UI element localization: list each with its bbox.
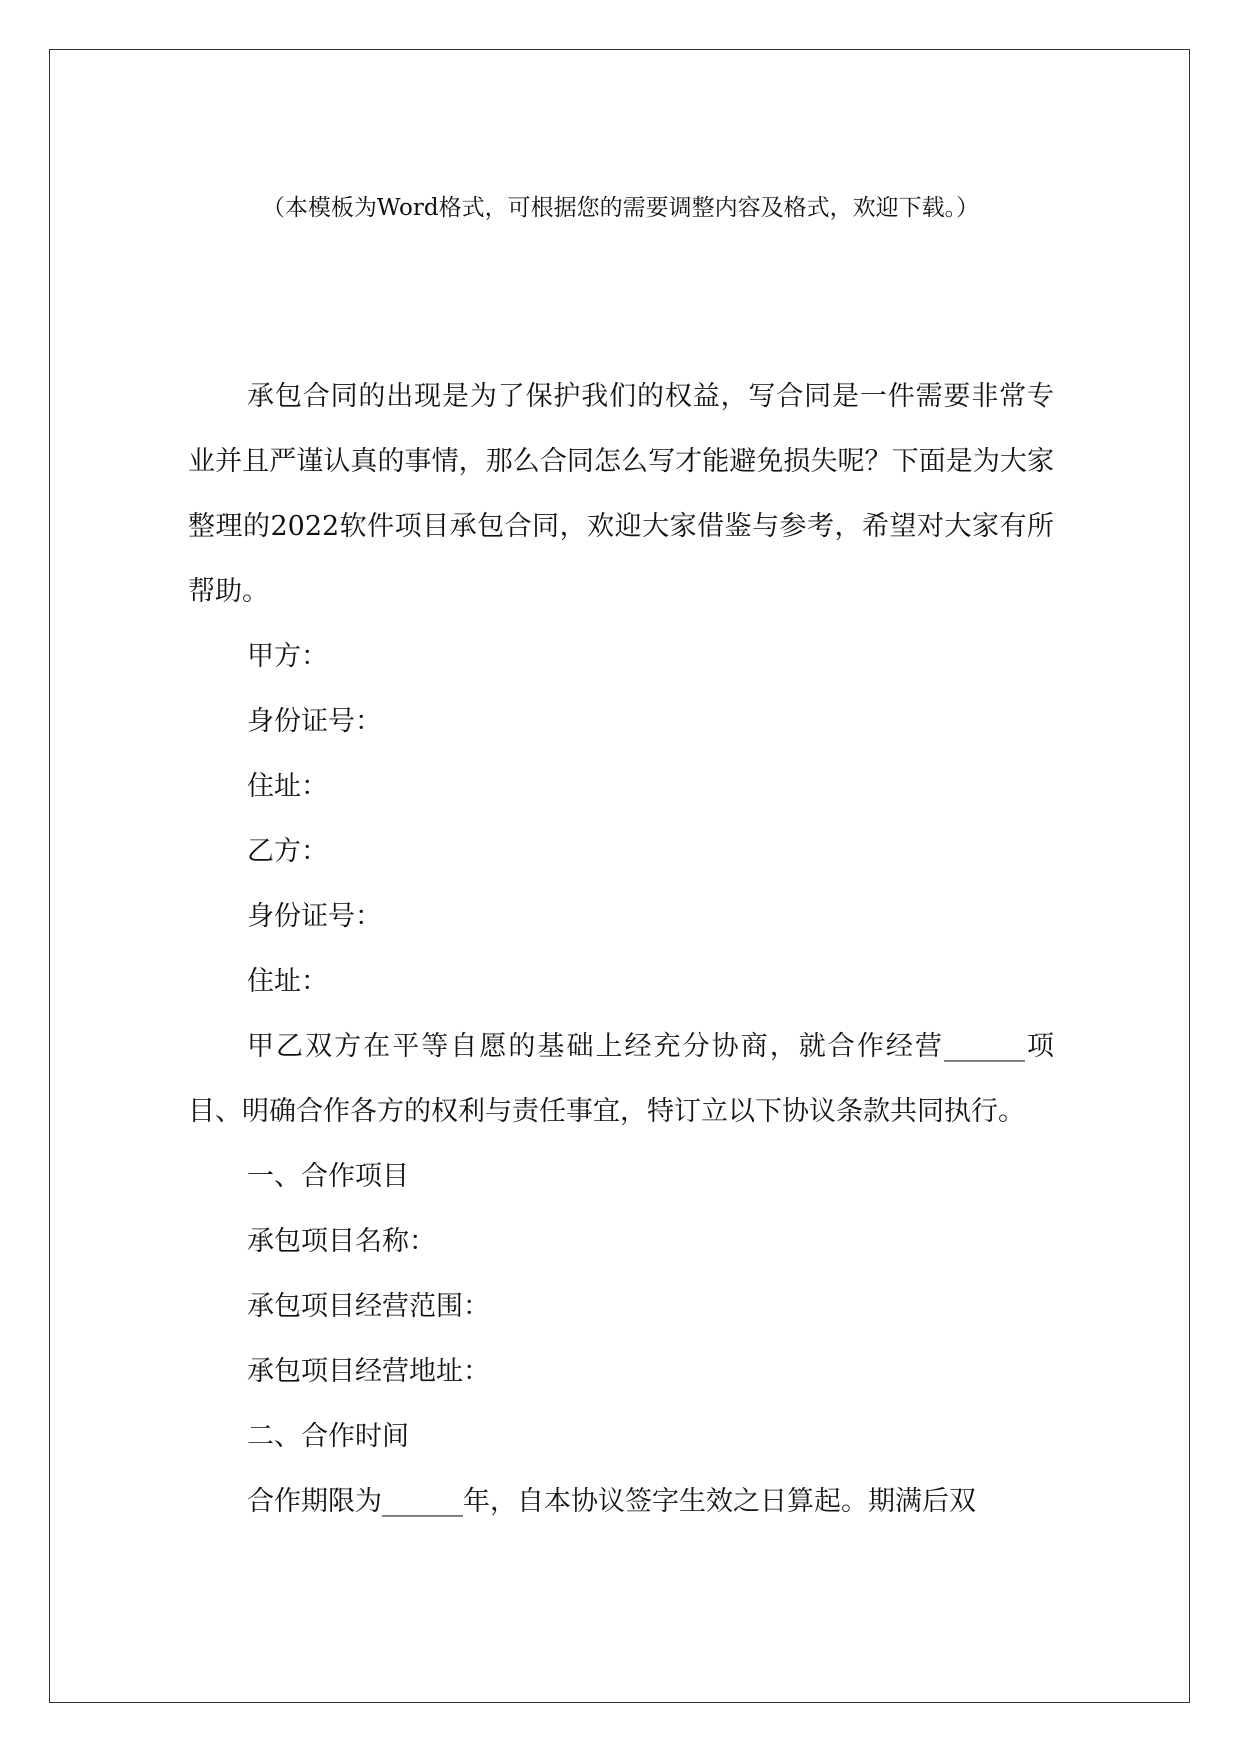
project-name-label: 承包项目名称： (247, 1226, 436, 1257)
agreement-paragraph: 甲乙双方在平等自愿的基础上经充分协商，就合作经营______项目、明确合作各方的权利与责任事宜，特订立以下协议条款共同执行。 (188, 1031, 1054, 1127)
section-1-heading: 一、合作项目 (247, 1161, 409, 1192)
term-paragraph: 合作期限为______年，自本协议签字生效之日算起。期满后双 (247, 1486, 976, 1517)
template-notice: （本模板为Word格式，可根据您的需要调整内容及格式，欢迎下载。） (261, 195, 980, 221)
intro-paragraph: 承包合同的出现是为了保护我们的权益，写合同是一件需要非常专业并且严谨认真的事情，那么合同怎么写才能避免损失呢？下面是为大家整理的2022软件项目承包合同，欢迎大家借鉴与参考，希望对大家有所帮助。 (188, 381, 1054, 607)
project-scope-label: 承包项目经营范围： (247, 1291, 490, 1322)
document-body (188, 364, 1054, 1534)
party-a-id-label: 身份证号： (247, 706, 382, 737)
party-b-id-label: 身份证号： (247, 901, 382, 932)
party-a-address-label: 住址： (247, 771, 328, 802)
party-a-label: 甲方： (247, 641, 328, 672)
party-b-address-label: 住址： (247, 966, 328, 997)
party-b-label: 乙方： (247, 836, 328, 867)
project-address-label: 承包项目经营地址： (247, 1356, 490, 1387)
section-2-heading: 二、合作时间 (247, 1421, 409, 1452)
